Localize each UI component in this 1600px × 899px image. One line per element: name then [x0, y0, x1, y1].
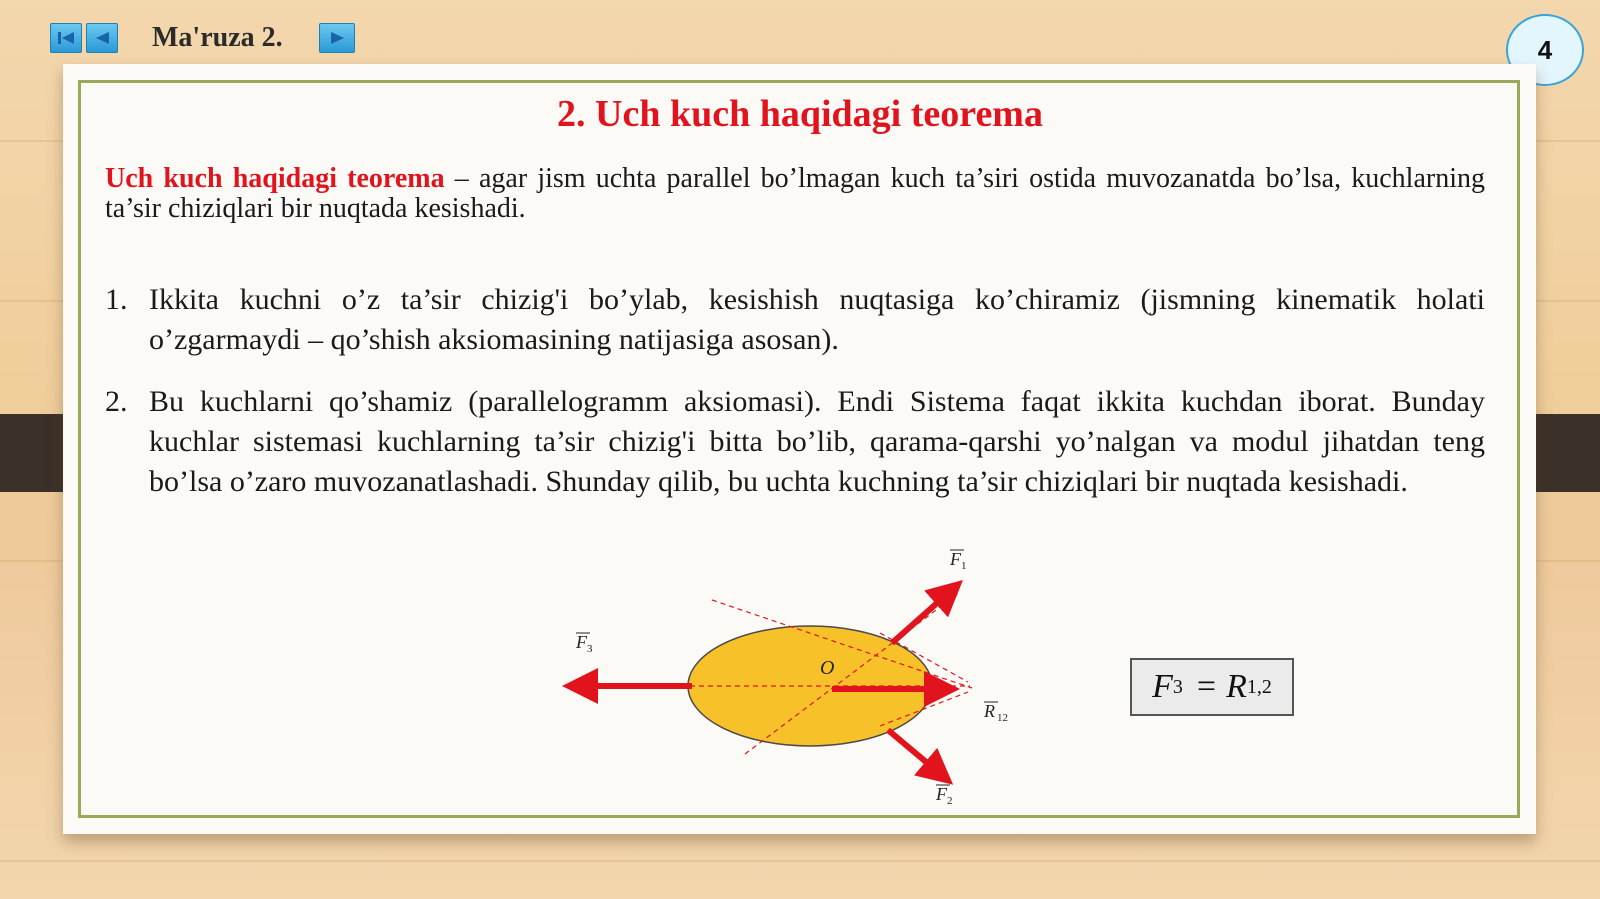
slide-title: 2. Uch kuch haqidagi teorema: [557, 93, 1043, 135]
slide-navigation-bar: [50, 18, 359, 58]
formula-operator: =: [1196, 668, 1217, 705]
three-force-diagram: [540, 540, 1040, 825]
force-label-f3: F: [576, 632, 587, 652]
force-arrow-f2: [888, 730, 944, 777]
first-slide-button[interactable]: [50, 23, 82, 53]
formula-right-sub: 1,2: [1246, 675, 1272, 698]
step-number: 1.: [105, 283, 128, 316]
force-label-r12: R: [984, 701, 995, 721]
page-number-badge: 4: [1506, 14, 1584, 86]
skip-back-icon: [56, 30, 76, 46]
point-o-label: O: [820, 657, 835, 679]
formula-left: F: [1152, 668, 1173, 705]
definition-text: – agar jism uchta parallel bo’lmagan kuch ta’siri ostida muvozanatda bo’lsa, kuchlarning ta’sir chiziqlari bir nuqtada kesishadi.: [105, 163, 1485, 224]
previous-slide-button[interactable]: [86, 23, 118, 53]
force-label-f2: F: [936, 784, 947, 804]
next-slide-button[interactable]: [319, 23, 355, 53]
force-label-r12-sub: 12: [997, 712, 1008, 724]
force-label-f3-sub: 3: [587, 643, 593, 655]
force-label-f1-sub: 1: [961, 560, 967, 572]
step-number: 2.: [105, 385, 128, 418]
formula-left-sub: 3: [1172, 675, 1183, 698]
formula-right: R: [1226, 668, 1247, 705]
force-arrow-f1: [892, 588, 954, 643]
force-label-f2-sub: 2: [947, 795, 953, 807]
step-2: [105, 382, 1485, 502]
step-text: Bu kuchlarni qo’shamiz (parallelogramm aksiomasi). Endi Sistema faqat ikkita kuchdan iborat. Bunday kuchlar sistemasi kuchlarning ta’sir chizig'i bitta bo’lib, qarama-qarshi yo’nalgan va modul jihatdan teng bo’lsa o’zaro muvozanatlashadi. Shunday qilib, bu uchta kuchning ta’sir chiziqlari bir nuqtada kesishadi.: [149, 385, 1485, 498]
force-label-f1: F: [950, 549, 961, 569]
step-text: Ikkita kuchni o’z ta’sir chizig'i bo’ylab, kesishish nuqtasiga ko’chiramiz (jismning kinematik holati o’zgarmaydi – qo’shish aksiomasining natijasiga asosan).: [149, 283, 1485, 356]
definition-term: Uch kuch haqidagi teorema: [105, 163, 445, 194]
play-forward-icon: [327, 30, 347, 46]
formula-box: [1130, 658, 1294, 716]
step-1: [105, 280, 1485, 360]
play-back-icon: [92, 30, 112, 46]
theorem-definition: [105, 164, 1485, 224]
lecture-label: Ma'ruza 2.: [152, 22, 283, 53]
